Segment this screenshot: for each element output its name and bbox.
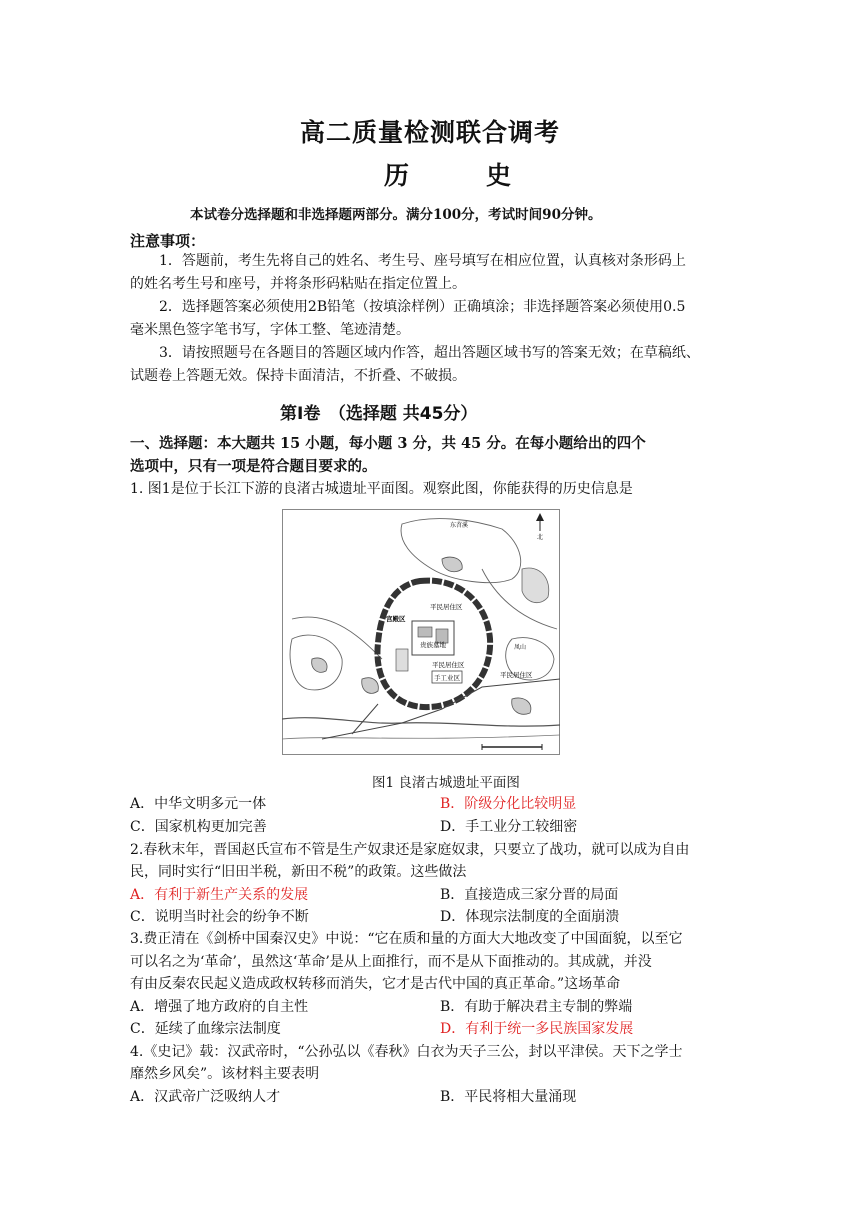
notes-heading: 注意事项： — [130, 232, 206, 250]
map-label-palace: 宫殿区 — [386, 615, 406, 623]
question-3-option-c: C．延续了血缘宗法制度 — [130, 1021, 281, 1037]
note-line: 1．答题前，考生先将自己的姓名、考生号、座号填写在相应位置，认真核对条形码上 — [159, 253, 686, 269]
question-2-option-c: C．说明当时社会的纷争不断 — [130, 909, 309, 925]
question-3-stem: 3.费正清在《剑桥中国秦汉史》中说：“它在质和量的方面大大地改变了中国面貌，以至它 — [130, 931, 683, 947]
map-label-commoners: 平民居住区 — [432, 661, 465, 669]
map-caption: 图1 良渚古城遗址平面图 — [372, 775, 520, 791]
note-line: 试题卷上答题无效。保持卡面清洁，不折叠、不破损。 — [130, 368, 466, 384]
question-2-option-b: B．直接造成三家分晋的局面 — [440, 887, 619, 903]
section-title: 第Ⅰ卷 （选择题 共45分） — [280, 404, 478, 424]
map-label-river: 东苕溪 — [450, 522, 469, 529]
map-label-hill: 凤山 — [514, 644, 527, 651]
question-4-stem: 靡然乡风矣”。该材料主要表明 — [130, 1066, 320, 1082]
part-heading: 选项中，只有一项是符合题目要求的。 — [130, 458, 377, 475]
question-4-stem: 4.《史记》载：汉武帝时，“公孙弘以《春秋》白衣为天子三公，封以平津侯。天下之学士 — [130, 1044, 683, 1060]
question-1-option-c: C．国家机构更加完善 — [130, 819, 267, 835]
question-3-option-d: D．有利于统一多民族国家发展 — [440, 1021, 634, 1037]
question-3-stem: 可以名之为‘革命’，虽然这‘革命’是从上面推行，而不是从下面推动的。其成就，并没 — [130, 954, 652, 970]
note-line: 2．选择题答案必须使用2B铅笔（按填涂样例）正确填涂；非选择题答案必须使用0.5 — [159, 299, 686, 315]
question-3-stem: 有由反秦农民起义造成政权转移而消失，它才是古代中国的真正革命。”这场革命 — [130, 976, 621, 992]
subject-title: 历 史 — [384, 161, 538, 190]
question-1-option-b: B．阶级分化比较明显 — [440, 796, 577, 812]
note-line: 的姓名考生号和座号，并将条形码粘贴在指定位置上。 — [130, 276, 466, 292]
note-line: 毫米黑色签字笔书写，字体工整、笔迹清楚。 — [130, 322, 410, 338]
liangzhu-site-map — [282, 509, 560, 755]
question-2-option-d: D．体现宗法制度的全面崩溃 — [440, 909, 620, 925]
question-2-stem: 民，同时实行“旧田半税，新田不税”的政策。这些做法 — [130, 864, 467, 880]
question-4-option-a: A．汉武帝广泛吸纳人才 — [130, 1089, 281, 1105]
map-label-commoners: 平民居住区 — [500, 671, 533, 679]
map-label-artisans: 手工业区 — [434, 674, 460, 682]
intro-text: 本试卷分选择题和非选择题两部分。满分100分，考试时间90分钟。 — [190, 207, 602, 223]
question-1-stem: 1. 图1是位于长江下游的良渚古城遗址平面图。观察此图，你能获得的历史信息是 — [130, 481, 633, 497]
part-heading: 一、选择题：本大题共 15 小题，每小题 3 分，共 45 分。在每小题给出的四个 — [130, 435, 646, 452]
question-3-option-b: B．有助于解决君主专制的弊端 — [440, 999, 633, 1015]
question-1-option-a: A．中华文明多元一体 — [130, 796, 267, 812]
question-4-option-b: B．平民将相大量涌现 — [440, 1089, 577, 1105]
map-label-north: 北 — [537, 534, 544, 541]
question-2-stem: 2.春秋末年，晋国赵氏宣布不管是生产奴隶还是家庭奴隶，只要立了战功，就可以成为自由 — [130, 842, 690, 858]
exam-title: 高二质量检测联合调考 — [300, 118, 561, 147]
question-2-option-a: A．有利于新生产关系的发展 — [130, 887, 309, 903]
question-3-option-a: A．增强了地方政府的自主性 — [130, 999, 309, 1015]
map-label-nobles: 贵族墓地 — [420, 641, 446, 649]
map-label-commoners: 平民居住区 — [430, 603, 463, 611]
question-1-option-d: D．手工业分工较细密 — [440, 819, 578, 835]
note-line: 3．请按照题号在各题目的答题区域内作答，超出答题区域书写的答案无效；在草稿纸、 — [159, 345, 700, 361]
